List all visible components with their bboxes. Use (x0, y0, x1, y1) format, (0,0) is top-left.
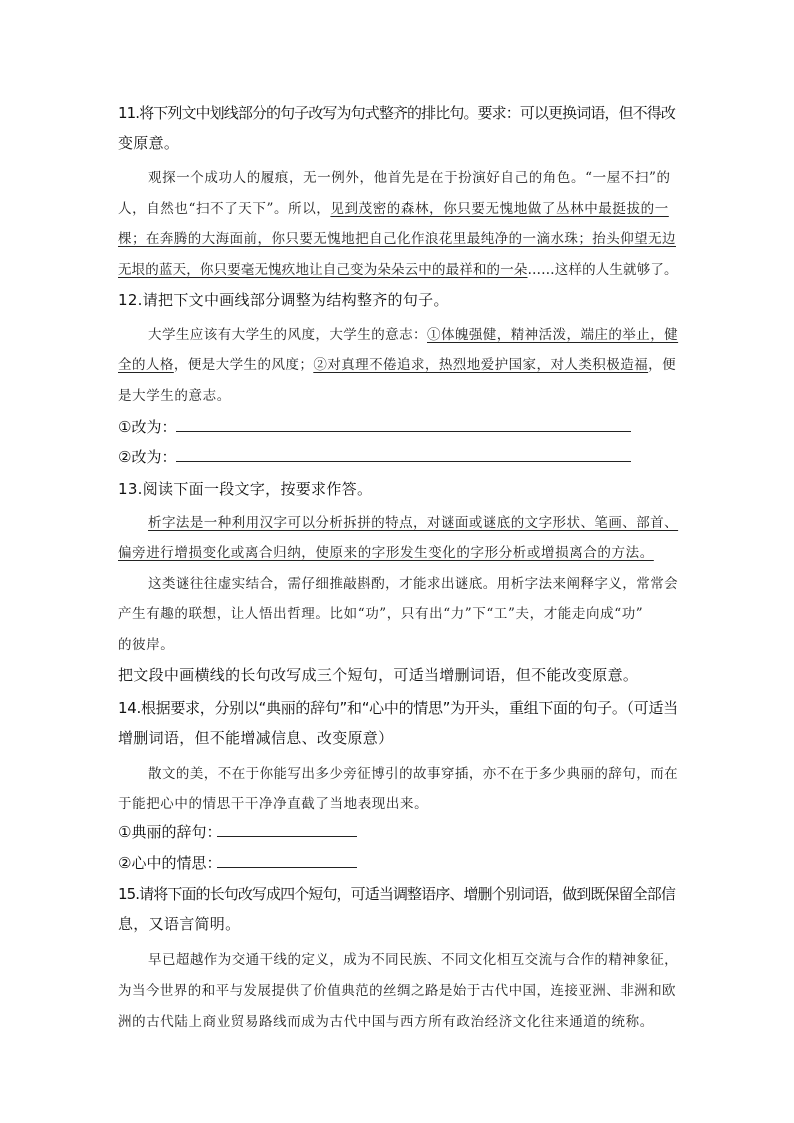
q12-answer-label-2: ②改为： (118, 448, 177, 466)
q12-passage-line1 (148, 323, 678, 343)
q12-underlined-text: ②对真理不倦追求，热烈地爱护国家，对人类积极造福 (313, 357, 649, 373)
q12-answer-blank-1[interactable] (176, 431, 631, 432)
q12-underlined-text: ①体魄强健，精神活泼，端庄的举止，健 (427, 327, 679, 343)
q15-prompt-line2: 息，又语言简明。 (118, 915, 241, 933)
q14-prompt-line2: 增删词语，但不能增减信息、改变原意） (118, 729, 394, 747)
q13-passage-line4: 产生有趣的联想，让人悟出哲理。比如“功”，只有出“力”下“工”夫，才能走向成“功” (118, 606, 644, 622)
q12-underlined-text: 全的人格 (118, 357, 174, 373)
q11-passage-line2 (118, 197, 669, 217)
q14-answer-blank-1[interactable] (217, 836, 357, 837)
q12-passage-text: 大学生应该有大学生的风度，大学生的意志： (148, 327, 427, 343)
q11-underlined-text: 见到茂密的森林，你只要无愧地做了丛林中最挺拔的一 (330, 201, 669, 217)
q13-task: 把文段中画横线的长句改写成三个短句，可适当增删词语，但不能改变原意。 (118, 666, 639, 684)
q11-passage-line3: 棵；在奔腾的大海面前，你只要无愧地把自己化作浪花里最纯净的一滴水珠；抬头仰望无边 (118, 231, 676, 247)
q14-answer-label-1: ①典丽的辞句： (118, 823, 222, 841)
q11-passage-line1: 观探一个成功人的履痕，无一例外，他首先是在于扮演好自己的角色。“一屋不扫”的 (148, 170, 671, 186)
q15-passage-line3: 洲的古代陆上商业贸易路线而成为古代中国与西方所有政治经济文化往来通道的统称。 (118, 1014, 654, 1030)
q14-prompt-line1: 14.根据要求，分别以“典丽的辞句”和“心中的情思”为开头，重组下面的句子。（可适当 (118, 699, 678, 717)
q13-passage-line5: 的彼岸。 (118, 637, 175, 653)
q11-passage-text: ……这样的人生就够了。 (527, 262, 678, 278)
q13-prompt: 13.阅读下面一段文字，按要求作答。 (118, 480, 373, 498)
q15-passage-line1: 早已超越作为交通干线的定义，成为不同民族、不同文化相互交流与合作的精神象征， (148, 952, 679, 968)
q14-passage-line1: 散文的美，不在于你能写出多少旁征博引的故事穿插，亦不在于多少典丽的辞句，而在 (148, 766, 679, 782)
q12-passage-line2 (118, 353, 676, 373)
q15-prompt-line1: 15.请将下面的长句改写成四个短句，可适当调整语序、增删个别词语，做到既保留全部信 (118, 885, 675, 903)
q12-passage-text: ，便 (648, 357, 677, 373)
q13-passage-line3: 这类谜往往虚实结合，需仔细推敲斟酌，才能求出谜底。用析字法来阐释字义，常常会 (148, 576, 679, 592)
q13-passage-underlined-line1: 析字法是一种利用汉字可以分析拆拼的特点，对谜面或谜底的文字形状、笔画、部首、 (148, 515, 679, 531)
q11-passage-line4 (118, 258, 678, 278)
q12-answer-blank-2[interactable] (176, 461, 631, 462)
q14-answer-label-2: ②心中的情思： (118, 854, 222, 872)
q14-passage-line2: 于能把心中的情思干干净净直截了当地表现出来。 (118, 796, 429, 812)
q11-prompt-line1: 11.将下列文中划线部分的句子改写为句式整齐的排比句。要求：可以更换词语，但不得改 (118, 104, 675, 122)
q15-passage-line2: 为当今世界的和平与发展提供了价值典范的丝绸之路是始于古代中国，连接亚洲、非洲和欧 (118, 983, 676, 999)
q12-passage-text: ，便是大学生的风度； (173, 357, 314, 373)
q12-answer-label-1: ①改为： (118, 418, 177, 436)
q12-passage-line3: 是大学生的意志。 (118, 388, 231, 404)
q11-passage-text: 人，自然也“扫不了天下”。所以， (118, 201, 331, 217)
q14-answer-blank-2[interactable] (217, 867, 357, 868)
q12-prompt: 12.请把下文中画线部分调整为结构整齐的句子。 (118, 291, 449, 309)
q11-underlined-text: 无垠的蓝天，你只要毫无愧疚地让自己变为朵朵云中的最祥和的一朵 (118, 262, 528, 278)
q11-prompt-line2: 变原意。 (118, 134, 180, 152)
q13-passage-underlined-line2: 偏旁进行增损变化或离合归纳，使原来的字形发生变化的字形分析或增损离合的方法。 (118, 545, 654, 561)
